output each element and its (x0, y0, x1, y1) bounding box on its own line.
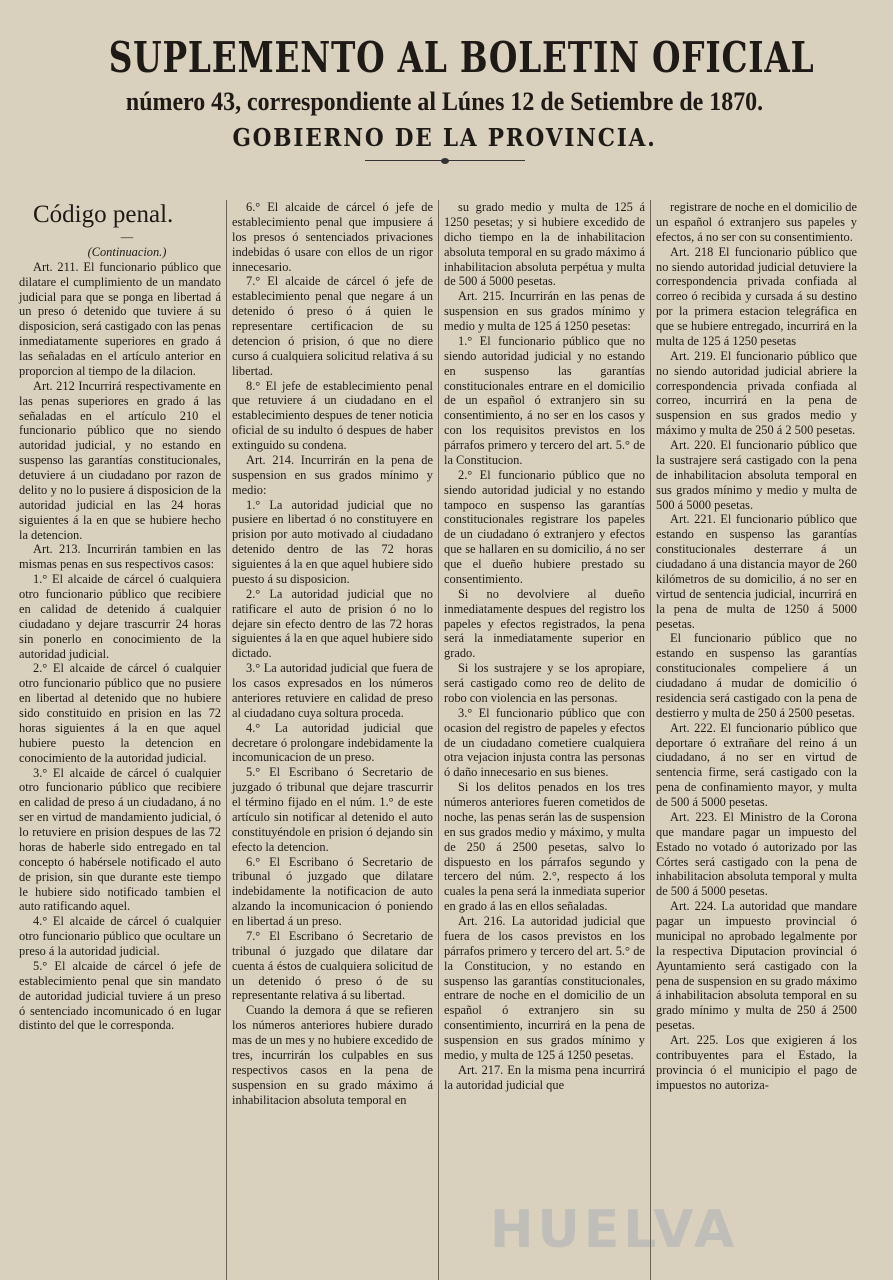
paragraph: Art. 219. El funcionario público que no siendo autoridad judicial abriere la correspondencia privada confiada al correo, incurrirá en la pena de suspension en sus grados medio y máximo y multa de 250 á 2 500 pesetas. (656, 348, 857, 438)
paragraph: Si no devolviere al dueño inmediatamente despues del registro los papeles y efectos registrados, la pena será la inmediatamente superior en grado. (444, 586, 645, 661)
column-2 (226, 200, 438, 1280)
paragraph: 1.° El alcaide de cárcel ó cualquiera otro funcionario público que recibiere en calidad de detenido á cualquier ciudadano y dejare trascurrir 24 horas sin ponerlo en conocimiento de la autoridad judicial. (19, 572, 221, 661)
page-title: SUPLEMENTO AL BOLETIN OFICIAL (108, 33, 815, 82)
paragraph: Si los sustrajere y se los apropiare, será castigado como reo de delito de robo con violencia en las personas. (444, 661, 645, 705)
paragraph: Si los delitos penados en los tres números anteriores fueren cometidos de noche, las penas serán las de suspension en sus grados medio y máximo, y multa de 250 á 2500 pesetas, salvo lo dispuesto en los párrafos segundo y tercero del núm. 2.°, respecto á los cuales la pena será la inmediata superior en grado á las en ellos señaladas. (444, 780, 645, 914)
paragraph: 2.° La autoridad judicial que no ratificare el auto de prision ó no lo dejare sin efecto dentro de las 72 horas siguientes á la en que aquel hubiere sido dictado. (232, 586, 433, 661)
section-heading: GOBIERNO DE LA PROVINCIA. (232, 122, 657, 152)
paragraph: Art. 221. El funcionario público que estando en suspenso las garantías constitucionales desterrare á un ciudadano á una distancia mayor de 260 kilómetros de su domicilio, á no ser en virtud de sentencia judicial, incurrirá en la pena de multa de 1250 á 5000 pesetas. (656, 512, 857, 631)
library-watermark: HUELVA (490, 1200, 739, 1260)
paragraph: Art. 225. Los que exigieren á los contribuyentes para el Estado, la provincia ó el municipio el pago de impuestos no autoriza- (656, 1033, 857, 1092)
paragraph: Art. 218 El funcionario público que no siendo autoridad judicial detuviere la correspondencia privada confiada al correo ó recibida y cursada á su destino por la primera estacion telegráfica en que se hubiere entregado, incurrirá en la multa de 125 á 1250 pesetas (656, 244, 857, 348)
paragraph: registrare de noche en el domicilio de un español ó extranjero sus papeles y efectos, á no ser con su consentimiento. (656, 200, 857, 244)
paragraph: 4.° La autoridad judicial que decretare ó prolongare indebidamente la incomunicacion de un preso. (232, 720, 433, 765)
issue-subtitle: número 43, correspondiente al Lúnes 12 de Setiembre de 1870. (125, 87, 764, 117)
ornament-divider (365, 158, 525, 164)
paragraph: Art. 212 Incurrirá respectivamente en las penas superiores en grado á las señaladas en el artículo 210 el funcionario público que no siendo autoridad judicial, y no estando en suspenso las garantías constitucionales, detuviere á un ciudadano por razon de delito y no lo pusiere á disposicion de la autoridad judicial en las 24 horas siguientes á la en que se hubiere hecho la detencion. (19, 378, 221, 542)
code-title: Código penal. (33, 201, 174, 228)
paragraph: 2.° El alcaide de cárcel ó cualquier otro funcionario público que no pusiere en libertad al detenido que no hubiere sido constituido en prision en las 72 horas siguientes á la en que aquel hubiere puesto la detencion en conocimiento de la autoridad judicial. (19, 661, 221, 765)
column-3 (438, 200, 650, 1280)
paragraph: 8.° El jefe de establecimiento penal que retuviere á un ciudadano en el establecimiento despues de tener noticia oficial de su indulto ó despues de haber extinguido su condena. (232, 378, 433, 452)
paragraph: 2.° El funcionario público que no siendo autoridad judicial y no estando tampoco en suspenso las garantías constitucionales registrare los papeles de un ciudadano ó extranjero y efectos que se hallaren en su domicilio, á no ser que el dueño hubiere prestado su consentimiento. (444, 467, 645, 586)
masthead (14, 33, 875, 164)
paragraph: Art. 224. La autoridad que mandare pagar un impuesto provincial ó municipal no aprobado legalmente por la respectiva Diputacion provincial ó Ayuntamiento será castigado con la pena de suspension en su grado máximo á inhabilitacion absoluta temporal en su grado mínimo y multa de 250 á 2500 pesetas. (656, 899, 857, 1033)
paragraph: 3.° La autoridad judicial que fuera de los casos expresados en los números anteriores retuviere en calidad de preso al ciudadano cuya soltura proceda. (232, 661, 433, 720)
continuation-note: (Continuacion.) (87, 244, 167, 259)
paragraph: Art. 223. El Ministro de la Corona que mandare pagar un impuesto del Estado no votado ó autorizado por las Córtes será castigado con la pena de inhabilitacion absoluta temporal y multa de 500 á 5000 pesetas. (656, 809, 857, 899)
column-4 (650, 200, 862, 1280)
paragraph: Art. 222. El funcionario público que deportare ó extrañare del reino á un ciudadano, á no ser en virtud de sentencia firme, será castigado con la pena de confinamiento mayor, y multa de 500 á 5000 pesetas. (656, 720, 857, 809)
paragraph: Art. 217. En la misma pena incurrirá la autoridad judicial que (444, 1062, 645, 1092)
paragraph: El funcionario público que no estando en suspenso las garantías constitucionales compeliere á un ciudadano á mudar de domicilio ó residencia será castigado con la pena de destierro y multa de 250 á 2500 pesetas. (656, 631, 857, 720)
paragraph: su grado medio y multa de 125 á 1250 pesetas; y si hubiere excedido de dicho tiempo en la de inhabilitacion absoluta temporal en su grado máximo á inhabilitacion absoluta perpétua y multa de 500 á 5000 pesetas. (444, 200, 645, 289)
paragraph: Art. 213. Incurrirán tambien en las mismas penas en sus respectivos casos: (19, 542, 221, 572)
paragraph: Cuando la demora á que se refieren los números anteriores hubiere durado mas de un mes y no hubiere excedido de tres, incurrirán los culpables en sus respectivos casos en la pena de suspension en su grado máximo á inhabilitacion absoluta temporal en (232, 1003, 433, 1107)
paragraph: Art. 214. Incurrirán en la pena de suspension en sus grados mínimo y medio: (232, 452, 433, 497)
paragraph: 7.° El Escribano ó Secretario de tribunal ó juzgado que dilatare dar cuenta á éstos de cualquiera solicitud de un detenido ó preso ó de su representante relativa á su libertad. (232, 928, 433, 1003)
paragraph: Art. 215. Incurrirán en las penas de suspension en sus grados mínimo y medio y multa de 125 á 1250 pesetas: (444, 289, 645, 333)
paragraph: 3.° El funcionario público que con ocasion del registro de papeles y efectos de un ciudadano cometiere cualquiera otra vejacion injusta contra las personas ó daño innecesario en sus bienes. (444, 705, 645, 780)
paragraph: 7.° El alcaide de cárcel ó jefe de establecimiento penal que negare á un detenido ó preso ó á quien le representare certificacion de su detencion ó prision, ó que no diere curso á cualquiera solicitud relativa á su libertad. (232, 274, 433, 378)
paragraph: 4.° El alcaide de cárcel ó cualquier otro funcionario público que ocultare un preso á la autoridad judicial. (19, 914, 221, 958)
paragraph: 5.° El alcaide de cárcel ó jefe de establecimiento penal que sin mandato de autoridad judicial tuviere á un preso ó sentenciado incomunicado ó en lugar distinto del que le corresponda. (19, 958, 221, 1033)
column-1 (14, 200, 226, 1280)
paragraph: 6.° El alcaide de cárcel ó jefe de establecimiento penal que impusiere á los presos ó sentenciados privaciones indebidas ó usare con ellos de un rigor innecesario. (232, 200, 433, 274)
title-dash: — (120, 230, 134, 244)
paragraph: 6.° El Escribano ó Secretario de tribunal ó juzgado que dilatare indebidamente la notificacion de auto alzando la incomunicacion ó poniendo en libertad á un preso. (232, 854, 433, 928)
paragraph: 1.° La autoridad judicial que no pusiere en libertad ó no constituyere en prision por auto motivado al ciudadano detenido dentro de las 72 horas siguientes á la en que aquel hubiere sido puesto á su disposicion. (232, 497, 433, 586)
paragraph: Art. 216. La autoridad judicial que fuera de los casos previstos en los párrafos primero y tercero del art. 5.° de la Constitucion, y no estando en suspenso las garantías constitucionales, entrare de noche en el domicilio de un español ó extranjero sin su consentimiento, incurrirá en la pena de suspension en sus grados mínimo y medio, y multa de 125 á 1250 pesetas. (444, 914, 645, 1062)
paragraph: 3.° El alcaide de cárcel ó cualquier otro funcionario público que recibiere en calidad de preso á un ciudadano, á no ser en virtud de mandamiento judicial, ó lo retuviere en prision despues de las 72 horas de haberle sido entregado en tal concepto ó habérsele notificado el auto de prision, sin que durante este tiempo le hubiere sido notificado tambien el auto ratificando aquel. (19, 765, 221, 914)
paragraph: Art. 211. El funcionario público que dilatare el cumplimiento de un mandato judicial para que se ponga en libertad á un preso ó detenido que tuviere á su disposicion, será castigado con las penas inmediatamente superiores en grado á las señaladas en el artículo anterior en proporcion al tiempo de la dilacion. (19, 259, 221, 378)
paragraph: 5.° El Escribano ó Secretario de juzgado ó tribunal que dejare trascurrir el término fijado en el núm. 1.° de este artículo sin notificar al detenido el auto constituyéndole en prision ó dejando sin efecto la detencion. (232, 765, 433, 854)
paragraph: 1.° El funcionario público que no siendo autoridad judicial y no estando en suspenso las garantías constitucionales entrare en el domicilio de un español ó extranjero sin su consentimiento, á no ser en los casos y con los requisitos previstos en los párrafos primero y tercero del art. 5.° de la Constitucion. (444, 333, 645, 467)
text-columns (14, 200, 879, 1280)
paragraph: Art. 220. El funcionario público que la sustrajere será castigado con la pena de inhabilitacion absoluta temporal en sus grados mínimo y medio y multa de 500 á 5000 pesetas. (656, 438, 857, 512)
